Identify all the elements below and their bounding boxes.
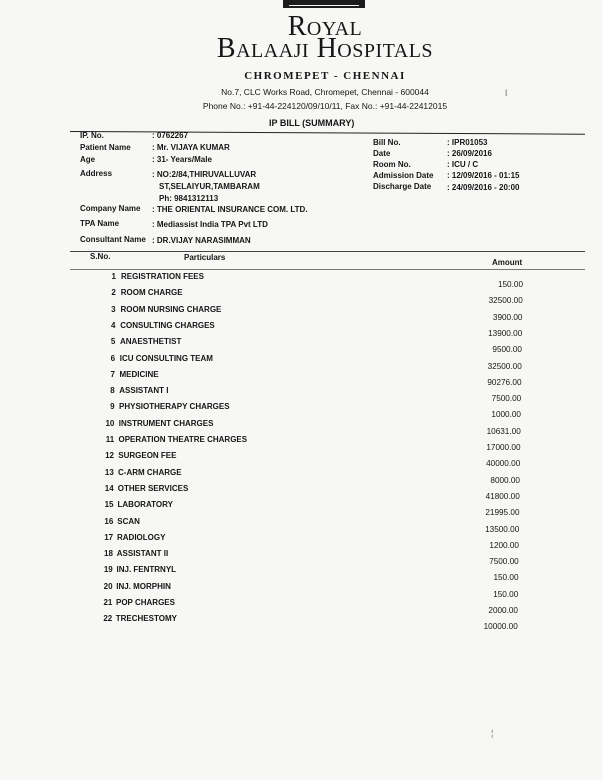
tpa-value: : Mediassist India TPA Pvt LTD: [152, 220, 268, 229]
date-label: Date: [373, 149, 391, 158]
item-sno: 5: [110, 337, 116, 347]
admission-label: Admission Date: [373, 171, 434, 180]
item-particular: MEDICINE: [119, 369, 159, 379]
item-amount: 150.00: [493, 573, 519, 583]
pen-mark: ¦: [491, 728, 494, 738]
age-value: : 31- Years/Male: [152, 155, 212, 164]
item-amount: 3900.00: [492, 312, 523, 322]
bill-no-label: Bill No.: [373, 138, 401, 147]
table-top-rule: [70, 251, 585, 252]
item-amount: 10631.00: [486, 426, 521, 436]
date-value: : 26/09/2016: [447, 149, 492, 158]
ip-no-label: IP. No.: [80, 131, 104, 140]
age-label: Age: [80, 155, 96, 164]
item-sno: 19: [103, 565, 113, 575]
hospital-name-line1: Royal: [287, 11, 363, 42]
hospital-location: CHROMEPET - CHENNAI: [244, 70, 406, 82]
discharge-value: : 24/09/2016 - 20:00: [447, 183, 520, 192]
item-amount: 41800.00: [485, 491, 520, 501]
item-amount: 2000.00: [488, 606, 518, 615]
item-particular: INSTRUMENT CHARGES: [118, 418, 214, 428]
item-amount: 21995.00: [485, 508, 520, 518]
item-particular: INJ. MORPHIN: [116, 581, 171, 591]
item-particular: RADIOLOGY: [117, 532, 166, 542]
company-value: : THE ORIENTAL INSURANCE COM. LTD.: [152, 205, 308, 214]
consultant-label: Consultant Name: [80, 235, 146, 244]
item-amount: 150.00: [497, 280, 523, 289]
ip-no-value: : 0762267: [152, 131, 189, 140]
item-sno: 9: [110, 402, 115, 412]
col-particulars-header: Particulars: [184, 253, 226, 262]
item-sno: 14: [104, 483, 114, 493]
item-sno: 12: [105, 451, 115, 461]
patient-name-value: : Mr. VIJAYA KUMAR: [152, 143, 230, 152]
item-particular: ROOM NURSING CHARGE: [120, 304, 222, 314]
table-header-rule: [70, 269, 585, 270]
hospital-phone: Phone No.: +91-44-224120/09/10/11, Fax No.: +91-44-22412015: [202, 101, 448, 111]
item-amount: 17000.00: [486, 443, 521, 452]
tpa-label: TPA Name: [80, 219, 120, 228]
item-amount: 8000.00: [490, 475, 520, 485]
item-sno: 8: [110, 386, 115, 396]
item-particular: SURGEON FEE: [118, 451, 177, 461]
consultant-value: : DR.VIJAY NARASIMMAN: [152, 236, 251, 245]
item-particular: SCAN: [117, 516, 140, 526]
discharge-label: Discharge Date: [373, 182, 432, 191]
address-label: Address: [80, 169, 113, 178]
col-sno-header: S.No.: [90, 252, 111, 261]
item-amount: 40000.00: [486, 459, 521, 469]
item-particular: ASSISTANT II: [116, 549, 169, 559]
item-particular: POP CHARGES: [116, 598, 175, 607]
hospital-address: No.7, CLC Works Road, Chromepet, Chennai - 600044: [221, 87, 429, 97]
address-line1: : NO:2/84,THIRUVALLUVAR: [152, 170, 257, 179]
item-sno: 2: [111, 288, 116, 298]
address-line2: ST,SELAIYUR,TAMBARAM: [159, 182, 260, 191]
item-sno: 17: [104, 532, 114, 542]
item-sno: 13: [104, 467, 114, 477]
item-sno: 7: [110, 369, 115, 379]
item-particular: OTHER SERVICES: [117, 483, 189, 493]
item-particular: OPERATION THEATRE CHARGES: [118, 435, 248, 444]
bill-no-value: : IPR01053: [447, 138, 488, 147]
item-sno: 4: [111, 320, 116, 330]
item-particular: ANAESTHETIST: [120, 337, 182, 347]
item-amount: 32500.00: [488, 296, 523, 306]
item-sno: 15: [104, 500, 114, 510]
hospital-logo: [283, 0, 365, 8]
item-amount: 10000.00: [483, 622, 518, 632]
item-sno: 6: [110, 353, 116, 363]
item-particular: TRECHESTOMY: [115, 614, 177, 624]
item-sno: 22: [103, 614, 113, 624]
admission-value: : 12/09/2016 - 01:15: [447, 171, 520, 180]
item-amount: 90276.00: [487, 377, 522, 387]
item-particular: C-ARM CHARGE: [118, 467, 182, 477]
company-label: Company Name: [80, 204, 141, 213]
item-particular: ASSISTANT I: [119, 386, 169, 396]
item-sno: 21: [103, 598, 113, 607]
pen-mark: ǀ: [505, 88, 508, 98]
item-particular: PHYSIOTHERAPY CHARGES: [119, 402, 230, 412]
item-amount: 9500.00: [492, 345, 522, 355]
item-particular: ROOM CHARGE: [120, 288, 183, 298]
item-amount: 1000.00: [491, 410, 521, 420]
item-sno: 20: [103, 581, 113, 591]
item-sno: 3: [111, 304, 116, 314]
bill-title: IP BILL (SUMMARY): [269, 118, 355, 128]
item-amount: 13900.00: [488, 328, 523, 338]
address-line3: Ph: 9841312113: [159, 194, 219, 203]
header-rule: [70, 131, 585, 135]
item-sno: 1: [111, 272, 116, 281]
item-amount: 1200.00: [489, 540, 519, 550]
col-amount-header: Amount: [492, 258, 523, 267]
item-sno: 16: [104, 516, 114, 526]
item-sno: 11: [105, 435, 115, 444]
item-amount: 150.00: [493, 589, 519, 599]
item-particular: CONSULTING CHARGES: [120, 320, 215, 330]
hospital-name-line2: Balaaji Hospitals: [216, 33, 434, 64]
item-amount: 7500.00: [489, 557, 519, 567]
room-label: Room No.: [373, 160, 411, 169]
item-amount: 32500.00: [487, 361, 522, 371]
item-sno: 10: [105, 418, 115, 428]
item-sno: 18: [104, 549, 113, 559]
item-amount: 7500.00: [491, 394, 522, 404]
item-amount: 13500.00: [485, 524, 520, 534]
patient-name-label: Patient Name: [80, 143, 131, 152]
item-particular: LABORATORY: [117, 500, 173, 510]
item-particular: ICU CONSULTING TEAM: [119, 353, 213, 363]
item-particular: REGISTRATION FEES: [121, 272, 204, 281]
item-particular: INJ. FENTRNYL: [116, 565, 177, 575]
room-value: : ICU / C: [447, 160, 479, 169]
